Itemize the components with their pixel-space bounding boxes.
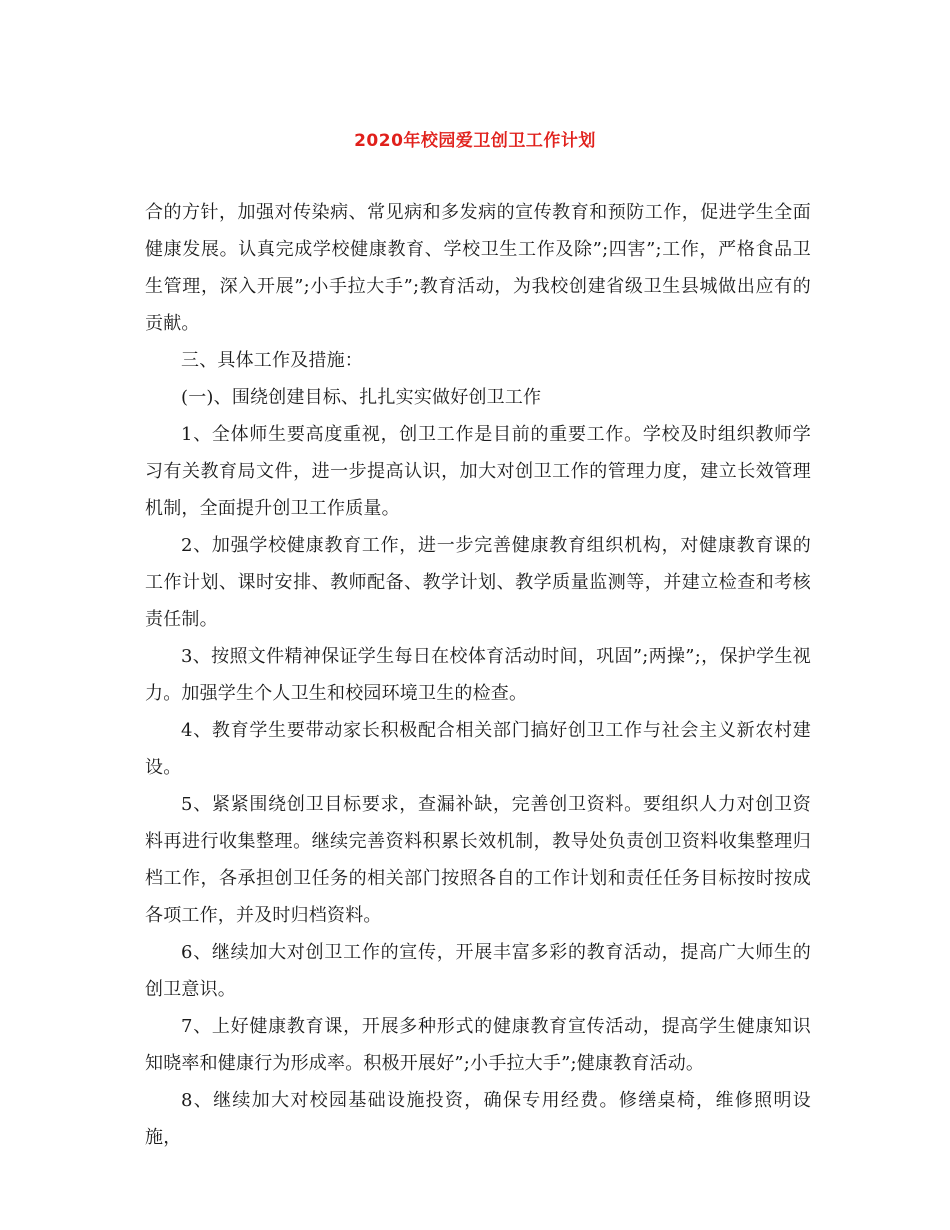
list-item-4: 4、教育学生要带动家长积极配合相关部门搞好创卫工作与社会主义新农村建设。 — [145, 720, 811, 778]
list-item-2: 2、加强学校健康教育工作，进一步完善健康教育组织机构，对健康教育课的工作计划、课时安排、教师配备、教学计划、教学质量监测等，并建立检查和考核责任制。 — [145, 535, 811, 630]
section-heading-measures: 三、具体工作及措施： — [181, 350, 363, 371]
list-item-6: 6、继续加大对创卫工作的宣传，开展丰富多彩的教育活动，提高广大师生的创卫意识。 — [145, 942, 811, 1000]
document-title: 2020年校园爱卫创卫工作计划 — [354, 131, 596, 151]
paragraph-intro: 合的方针，加强对传染病、常见病和多发病的宣传教育和预防工作，促进学生全面健康发展。认真完成学校健康教育、学校卫生工作及除”;四害”;工作，严格食品卫生管理，深入开展”;小手拉大手”;教育活动，为我校创建省级卫生县城做出应有的贡献。 — [145, 202, 811, 334]
list-item-1: 1、全体师生要高度重视，创卫工作是目前的重要工作。学校及时组织教师学习有关教育局文件，进一步提高认识，加大对创卫工作的管理力度，建立长效管理机制，全面提升创卫工作质量。 — [145, 424, 811, 519]
list-item-5: 5、紧紧围绕创卫目标要求，查漏补缺，完善创卫资料。要组织人力对创卫资料再进行收集整理。继续完善资料积累长效机制，教导处负责创卫资料收集整理归档工作，各承担创卫任务的相关部门按照各自的工作计划和责任任务目标按时按成各项工作，并及时归档资料。 — [145, 794, 811, 926]
list-item-7: 7、上好健康教育课，开展多种形式的健康教育宣传活动，提高学生健康知识知晓率和健康行为形成率。积极开展好”;小手拉大手”;健康教育活动。 — [145, 1016, 811, 1074]
list-item-3: 3、按照文件精神保证学生每日在校体育活动时间，巩固”;两操”;，保护学生视力。加强学生个人卫生和校园环境卫生的检查。 — [145, 646, 811, 704]
list-item-8: 8、继续加大对校园基础设施投资，确保专用经费。修缮桌椅，维修照明设施， — [145, 1090, 811, 1148]
document-body — [145, 194, 811, 1156]
subsection-heading: (一)、围绕创建目标、扎扎实实做好创卫工作 — [181, 387, 542, 408]
